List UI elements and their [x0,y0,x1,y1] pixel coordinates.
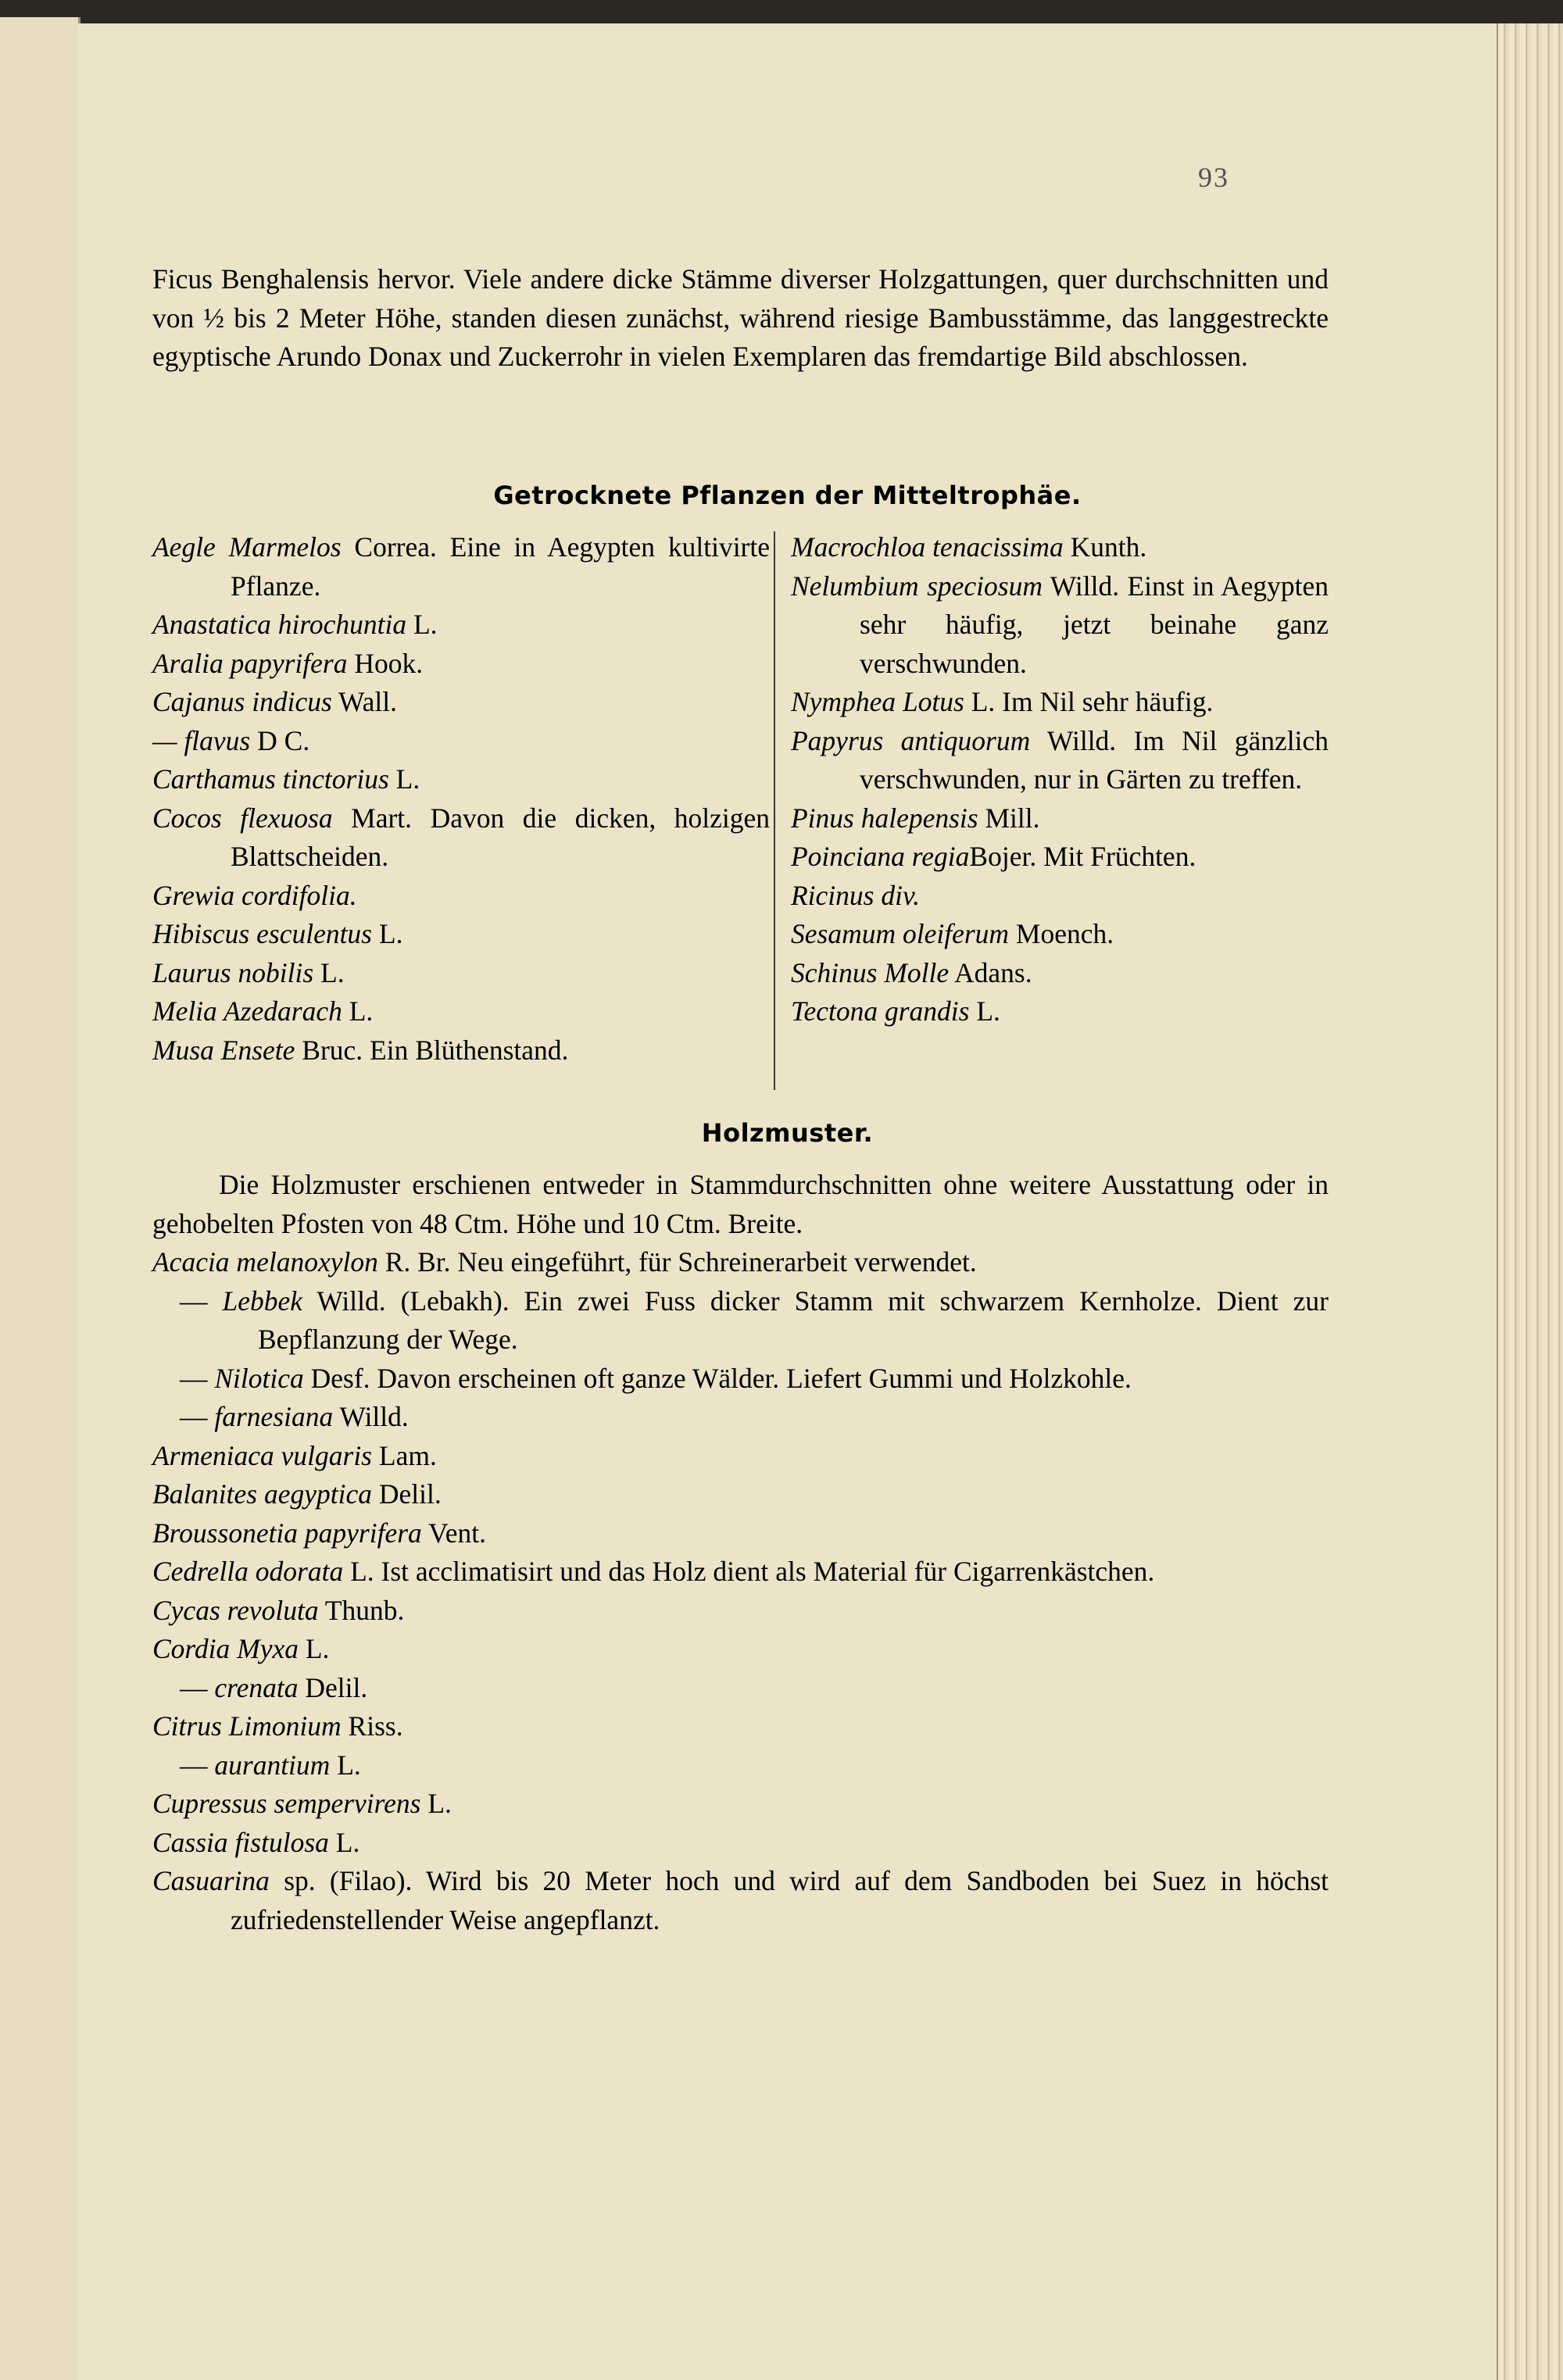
species-name: Acacia melanoxylon [152,1246,378,1278]
page-stack-edges [1497,23,1563,2380]
list-item [791,799,1329,838]
list-item [791,915,1329,954]
column-divider [774,531,775,1090]
species-name: Grewia cordifolia. [152,879,357,911]
species-name: Broussonetia papyrifera [152,1517,422,1549]
list-item [152,954,770,993]
intro-paragraph [152,260,1329,377]
entry-details: sp. (Filao). Wird bis 20 Meter hoch und wird auf dem Sandboden bei Suez in höchst zufriedenstellender Weise angepflanzt. [231,1865,1329,1935]
species-name: Carthamus tinctorius [152,763,389,795]
entry-details: L. [299,1633,330,1664]
list-item [152,1630,1329,1669]
list-item [152,799,770,877]
entry-details: Hook. [347,647,424,679]
section-heading-dried-plants: Getrocknete Pflanzen der Mitteltrophäe. [493,481,1082,510]
entry-details: L. [330,1749,361,1781]
entry-details: Delil. [298,1671,368,1703]
list-item [152,1669,1329,1708]
list-item [152,877,770,916]
entry-details: L. [342,995,374,1027]
entry-details: Correa. Eine in Aegypten kultivirte Pflanze. [231,531,770,602]
species-name: Tectona grandis [791,995,970,1027]
list-item [152,1514,1329,1553]
species-name: Nilotica [214,1362,304,1394]
entry-details: Delil. [371,1478,442,1510]
species-name: Cupressus sempervirens [152,1788,421,1819]
dash-mark: — [180,1285,223,1317]
wood-samples-section [152,1166,1329,1939]
list-item [791,877,1329,916]
list-item [152,606,770,645]
species-name: aurantium [214,1749,331,1781]
entry-details: Riss. [341,1710,403,1742]
list-item [152,1824,1329,1863]
species-name: Cassia fistulosa [152,1826,329,1858]
left-plant-list [152,528,770,1070]
section-heading-wood-samples: Holzmuster. [701,1118,874,1148]
species-name: Musa Ensete [152,1034,295,1066]
entry-details: L. [420,1788,452,1819]
species-name: Cedrella odorata [152,1556,344,1587]
species-name: Sesamum oleiferum [791,918,1010,949]
entry-details: Desf. Davon erscheinen oft ganze Wälder. Liefert Gummi und Holzkohle. [303,1362,1132,1394]
list-item [152,760,770,799]
scan-top-edge [0,0,1563,23]
species-name: farnesiana [214,1401,334,1432]
list-item [152,915,770,954]
list-item [152,1398,1329,1437]
entry-details: L. [969,995,1000,1027]
species-name: Lebbek [222,1285,302,1317]
entry-details: Willd. [333,1401,409,1432]
entry-details: L. [406,609,438,640]
species-name: Nelumbium speciosum [791,570,1043,602]
left-page-edge [0,17,80,2380]
species-name: Nymphea Lotus [791,686,964,717]
intro-text: Ficus Benghalensis hervor. Viele andere dicke Stämme diverser Holzgattungen, quer durchschnitten und von ½ bis 2 Meter Höhe, standen diesen zunächst, während riesige Bambusstämme, das langgestreckte egyptische Arundo Donax und Zuckerrohr in vielen Exemplaren das fremdartige Bild abschlossen. [152,263,1329,372]
list-item [791,992,1329,1031]
entry-details: Mart. Davon die dicken, holzigen Blattscheiden. [231,802,770,872]
entry-details: Adans. [949,956,1032,988]
entry-details: L. [313,956,345,988]
dash-mark: — [180,1362,215,1394]
entry-details: Vent. [421,1517,486,1549]
entry-details: L. [372,918,403,949]
entry-details: L. Ist acclimatisirt und das Holz dient als Material für Cigarrenkästchen. [343,1556,1155,1587]
list-item [152,1746,1329,1785]
entry-details: L. [328,1826,360,1858]
entry-details: Wall. [331,686,398,717]
species-name: Ricinus div. [791,879,920,911]
entry-details: Willd. (Lebakh). Ein zwei Fuss dicker Stamm mit schwarzem Kernholze. Dient zur Bepflanzung der Wege. [258,1285,1329,1355]
species-name: Pinus halepensis [791,802,978,834]
species-name: Casuarina [152,1865,270,1896]
list-item [152,1360,1329,1399]
list-item [791,838,1329,877]
entry-details: Bojer. Mit Früchten. [969,841,1196,872]
species-name: — flavus [152,724,251,756]
species-name: Schinus Molle [791,956,950,988]
species-name: Laurus nobilis [152,956,314,988]
list-item [152,722,770,761]
list-item [152,1243,1329,1282]
page-number: 93 [1198,162,1229,193]
entry-details: Willd. Einst in Aegypten sehr häufig, jetzt beinahe ganz verschwunden. [860,570,1329,679]
species-name: Cycas revoluta [152,1594,319,1626]
species-name: Cajanus indicus [152,686,332,717]
entry-details: L. [388,763,420,795]
wood-list [152,1243,1329,1939]
entry-details: Mill. [978,802,1040,834]
entry-details: L. Im Nil sehr häufig. [964,686,1214,717]
species-name: Citrus Limonium [152,1710,342,1742]
species-name: Melia Azedarach [152,995,342,1027]
list-item [152,1475,1329,1514]
list-item [791,722,1329,799]
dash-mark: — [180,1401,215,1432]
dash-mark: — [180,1671,215,1703]
entry-details: R. Br. Neu eingeführt, für Schreinerarbeit verwendet. [377,1246,977,1278]
list-item [791,683,1329,722]
species-name: crenata [214,1671,299,1703]
species-name: Anastatica hirochuntia [152,609,407,640]
list-item [152,645,770,684]
species-name: Balanites aegyptica [152,1478,372,1510]
entry-details: Kunth. [1063,531,1147,563]
entry-details: Lam. [372,1439,437,1471]
species-name: Cocos flexuosa [152,802,333,834]
list-item [152,1282,1329,1360]
list-item [152,1437,1329,1476]
list-item [152,1707,1329,1746]
wood-intro: Die Holzmuster erschienen entweder in Stammdurchschnitten ohne weitere Ausstattung oder in gehobelten Pfosten von 48 Ctm. Höhe und 10 Ctm. Breite. [152,1169,1329,1239]
species-name: Macrochloa tenacissima [791,531,1064,563]
species-name: Aralia papyrifera [152,647,348,679]
entry-details: Willd. Im Nil gänzlich verschwunden, nur in Gärten zu treffen. [860,724,1329,795]
entry-details: Moench. [1009,918,1114,949]
list-item [791,528,1329,567]
list-item [152,1592,1329,1631]
species-name: Papyrus antiquorum [791,724,1031,756]
list-item [152,1785,1329,1824]
species-name: Poinciana regia [791,841,970,872]
list-item [152,1862,1329,1939]
entry-details: Thunb. [318,1594,405,1626]
dash-mark: — [180,1749,215,1781]
list-item [152,992,770,1031]
species-name: Aegle Marmelos [152,531,342,563]
list-item [791,954,1329,993]
species-name: Armeniaca vulgaris [152,1439,373,1471]
right-plant-list [791,528,1329,1031]
entry-details: D C. [250,724,310,756]
list-item [152,1031,770,1070]
list-item [152,683,770,722]
list-item [152,528,770,606]
entry-details: Bruc. Ein Blüthenstand. [295,1034,569,1066]
species-name: Cordia Myxa [152,1633,299,1664]
list-item [791,567,1329,684]
list-item [152,1553,1329,1592]
species-name: Hibiscus esculentus [152,918,373,949]
